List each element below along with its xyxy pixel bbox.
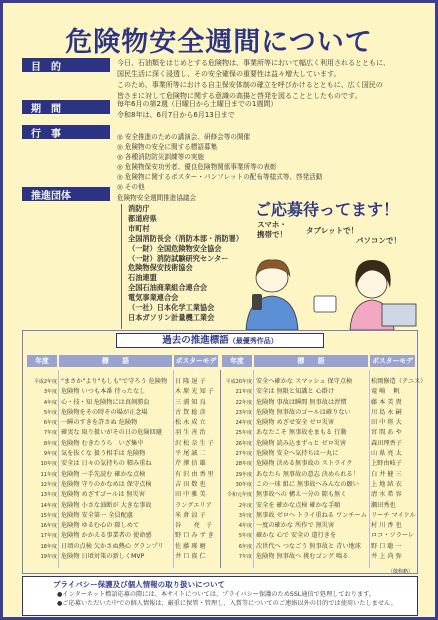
right-model-cell: 上野由岐子 [371, 460, 402, 468]
right-model-cell: 村 川 香 也 [371, 522, 402, 530]
privacy-title: プライバシー保護及び個人情報の取り扱いについて [53, 580, 225, 589]
left-year-cell: 12年度 [40, 481, 57, 488]
period-line-1: 毎年6月の第2週（日曜日から土曜日までの1週間） [117, 100, 278, 108]
left-year-cell: 11年度 [40, 471, 57, 478]
purpose-line-2: 国民生活に深く浸透し、その安全確保の重要性は益々増大しています。 [117, 70, 341, 78]
right-slogan-column [256, 377, 368, 562]
right-year-cell: 28年度 [235, 461, 252, 468]
right-year-cell: 4年度 [238, 523, 252, 530]
right-year-cell: 26年度 [235, 440, 252, 447]
promoter-item: 市町村 [128, 223, 150, 233]
promoter-item: 全国消防長会（消防本部・消防署） [128, 233, 244, 243]
right-model-cell: 川 島 永 嗣 [371, 408, 402, 416]
right-year-cell: 27年度 [235, 451, 252, 458]
left-slogan-cell: 危険物 むきたうら いざ集中 [61, 439, 144, 447]
left-year-cell: 16年度 [40, 523, 57, 530]
right-slogan-cell: 危険物 無事故のゴールは確りない [256, 408, 351, 416]
column-divider [369, 370, 370, 568]
left-model-cell: 野 口 み ず き [175, 532, 214, 540]
left-slogan-cell: 危険物 小さな油断が 大きな事故 [61, 501, 152, 509]
events-list [117, 132, 322, 193]
page-title: 危険物安全週間について [65, 27, 373, 58]
right-slogan-cell: 一度の確かな 所作で 無災害 [256, 522, 335, 530]
left-slogan-cell: 危険物 安全第一 全員配慮 [61, 511, 133, 519]
right-model-cell: リーチ マイケル [371, 511, 416, 519]
left-model-cell: 松 永 成 立 [175, 419, 206, 427]
event-item: ◎ 各種消防防災訓練等の実施 [117, 153, 204, 162]
bubble-tablet: タブレットで！ [306, 226, 359, 235]
period-line-2: 令和8年は、6月7日から6月13日まで [117, 111, 235, 119]
left-slogan-cell: 危険物 一手先読む 確かな点検 [61, 470, 146, 478]
privacy-text [57, 590, 397, 608]
promoter-list [128, 204, 243, 323]
left-model-cell: 谷 亮 子 [175, 522, 213, 530]
right-slogan-cell: 安全へ確かな スマッシュ 保守点検 [256, 378, 353, 385]
left-slogan-cell: 心・技・知 危険物には真剣勝負 [61, 398, 150, 406]
past-slogans-title [116, 333, 324, 348]
laptop-icon [382, 304, 416, 326]
right-model-cell: 瀬田秀也 [371, 501, 396, 509]
promoter-item: （一社）日本化学工業協会 [128, 303, 215, 313]
purpose-line-3: このため、事業所等における自主保安体制の確立を呼びかけるとともに、広く国民の [117, 81, 383, 89]
right-slogan-cell: あなたこそ 無事故をまもる 行動 [256, 429, 347, 437]
people-illustration [232, 246, 422, 330]
purpose-line-4: 皆さまに対して危険物に関する意識の高揚と啓発を図ることとしたものです。 [117, 92, 362, 100]
right-model-cell: 藤 本 美 貴 [371, 398, 402, 406]
left-year-cell: 7年度 [43, 430, 57, 437]
right-year-cell: 2年度 [238, 502, 252, 509]
column-divider [58, 370, 59, 568]
right-slogan-cell: 危険物 めざせ安全 ゼロ災害 [256, 419, 335, 427]
right-slogan-cell: 危険物 読み込まずっと ゼロ災害 [256, 439, 347, 447]
column-divider [253, 370, 254, 568]
left-model-cell: 田 中 雅 美 [175, 491, 206, 499]
promoter-item: 危険物保安技術協会 [128, 263, 193, 273]
right-model-cell: ロコ・ソラーレ [371, 532, 415, 540]
promoter-item: 石油連盟 [128, 273, 157, 283]
call-for-entries-headline: ご応募待ってます！ [255, 200, 400, 219]
right-year-cell: 30年度 [235, 481, 252, 488]
right-model-cell: 井 上 尚 弥 [371, 553, 402, 561]
left-header-year: 年度 [27, 355, 57, 367]
right-slogan-cell: この一球 組に 無事故へみんなの願い [256, 480, 359, 488]
left-slogan-cell: 危険物 かかえる事業者の 使命感 [61, 532, 152, 540]
right-header-slogan: 標 語 [254, 355, 368, 367]
right-model-cell: 森田理香子 [371, 439, 402, 447]
left-model-cell: 佐 藤 琢 磨 [175, 542, 206, 550]
right-model-cell: 野 口 聡 一 [371, 542, 402, 550]
right-model-cell: 清 水 希 容 [371, 491, 402, 499]
left-slogan-cell: 危険物 ゆるむ心の 隙しめて [61, 522, 140, 530]
right-year-cell: 令和元年度 [226, 492, 252, 499]
right-year-column [222, 377, 252, 562]
right-slogan-cell: 無事故への 構え一分の 隙も無く [256, 491, 347, 499]
right-year-cell: 6年度 [238, 543, 252, 550]
promoter-bracket [121, 204, 126, 329]
right-slogan-cell: 安全を 確かな点検 確かな手順 [256, 501, 341, 509]
left-slogan-cell: 一瞬のすきを許さぬ 危険物 [61, 419, 138, 427]
purpose-line-1: 今日、石油類をはじめとする危険物は、事業所等において幅広く利用されるとともに、 [117, 59, 390, 67]
left-slogan-column [61, 377, 172, 562]
right-year-cell: 平成20年度 [225, 379, 252, 385]
left-year-cell: 8年度 [43, 440, 57, 447]
left-year-cell: 6年度 [43, 420, 57, 427]
left-slogan-cell: 気を抜くな 扱う相手は 危険物 [61, 450, 146, 458]
event-item: ◎ 危険物に関するポスター・パンフレットの配布等様式等、啓発活動 [117, 173, 323, 182]
left-slogan-cell: 危険物 いつも本番 待ったなし [61, 388, 146, 396]
left-model-cell: 三 浦 知 良 [175, 398, 206, 406]
left-slogan-cell: 安全は 日々の気持ちの 積み重ね [61, 460, 152, 468]
left-year-cell: 4年度 [43, 399, 57, 406]
right-header-model: ポスターモデル [370, 355, 415, 367]
left-year-column [27, 377, 57, 562]
promoter-item: （一財）全国危険物安全協会 [128, 243, 222, 253]
left-slogan-cell: 日頃の点検 欠かさぬ熱心 グランプリ [61, 542, 164, 550]
promoter-label-text: 推進団体 [31, 190, 71, 202]
period-label-text: 期 間 [31, 103, 61, 115]
promoter-head: 危険物安全週間推進協議会 [117, 194, 197, 202]
left-header-model: ポスターモデル [175, 357, 217, 377]
left-slogan-cell: "まさか"より"もしも"で守ろう 危険物 [61, 378, 168, 385]
right-model-cell: 田 中 将 大 [371, 419, 402, 427]
left-model-cell: 羽 生 善 治 [175, 429, 206, 437]
promoter-item: 電気事業連合会 [128, 293, 179, 303]
left-year-cell: 19年度 [40, 554, 57, 561]
purpose-label-text: 目 的 [31, 61, 61, 73]
left-header-slogan: 標 語 [59, 355, 172, 367]
left-year-cell: 9年度 [43, 451, 57, 458]
right-slogan-cell: 危険物 決める無事故の ストライク [256, 460, 353, 468]
promoter-item: 日本ガソリン計量機工業会 [128, 312, 215, 322]
left-model-cell: ラングエリア [175, 501, 212, 509]
left-model-cell: 平 尾 誠 二 [175, 450, 206, 458]
left-model-cell: 古 賀 稔 彦 [175, 408, 206, 416]
right-model-cell: 松岡修造（テニス） [371, 378, 427, 385]
left-slogan-cell: 危険物をその時その場が正念場 [61, 408, 148, 416]
right-year-cell: 22年度 [235, 399, 252, 406]
left-slogan-cell: 危険物 めざすゴールは 無災害 [61, 491, 145, 499]
events-label-text: 行 事 [31, 128, 61, 140]
event-item: ◎ 危険物の安全に関する標語募集 [117, 143, 218, 152]
purpose-label [22, 58, 110, 72]
table-footnote: （敬称略） [388, 569, 414, 575]
left-model-cell: 井 口 資 仁 [175, 553, 206, 561]
tablet-icon [314, 296, 336, 312]
event-item: ◎ 安全推進のための講演会、研修会等の開催 [117, 133, 251, 141]
left-model-cell: 木 原 光 知 子 [175, 388, 214, 396]
right-header-year: 年度 [222, 355, 252, 367]
promoter-item: （一財）消防試験研究センター [128, 253, 229, 263]
bubble-pc: パソコンで！ [356, 236, 401, 245]
left-model-cell: 沢 松 奈 生 子 [175, 439, 214, 447]
left-year-cell: 14年度 [40, 502, 57, 509]
privacy-line: ●インターネット標語応募の際には、本サイトについては、プライバシー保護のためSSL通信で処理しております。 [57, 591, 375, 598]
events-label [22, 125, 110, 139]
right-slogan-cell: 危険物 安全へ気持ちは一丸に [256, 450, 339, 458]
right-slogan-cell: あなたら 無事故の意志 決められる！ [256, 470, 359, 478]
right-year-cell: 5年度 [238, 533, 252, 540]
left-slogan-cell: 危険物 守りのかなめは 保守点検 [61, 480, 152, 488]
right-model-cell: 山 県 亮 太 [371, 450, 402, 458]
right-year-cell: 21年度 [235, 389, 252, 396]
right-slogan-cell: 確かな 心で 安全の 道行きを [256, 532, 337, 540]
left-model-cell: 芹 澤 信 雄 [175, 460, 206, 468]
left-year-cell: 15年度 [40, 512, 57, 519]
right-year-cell: 23年度 [235, 409, 252, 416]
right-model-cell: 白 井 健 三 [371, 470, 402, 478]
right-year-cell: 7年度 [238, 554, 252, 561]
right-year-cell: 24年度 [235, 420, 252, 427]
promoter-item: 全国石油商業組合連合会 [128, 283, 208, 293]
past-slogans-title-text: 過去の推進標語 [162, 335, 229, 346]
right-year-cell: 25年度 [235, 430, 252, 437]
right-year-cell: 3年度 [238, 512, 252, 519]
right-model-cell: 宮 間 あ や [371, 429, 402, 437]
left-model-cell: 吉 田 数 也 [175, 480, 206, 488]
bubble-smartphone: スマホ・ 携帯で！ [257, 220, 287, 239]
left-model-cell: 有 沢 由 香 里 [175, 470, 214, 478]
promoter-item: 消防庁 [128, 204, 150, 213]
right-year-cell: 29年度 [235, 471, 252, 478]
right-slogan-cell: 危険物 事故は瞬間 無事故は習慣 [256, 398, 347, 406]
left-year-cell: 平成2年度 [33, 379, 57, 385]
left-year-cell: 3年度 [43, 389, 57, 396]
right-model-cell: 上 地 結 衣 [371, 480, 402, 488]
promoter-item: 都道府県 [128, 213, 157, 223]
phone-icon [252, 294, 262, 310]
right-slogan-cell: 無事故 ゼロへ トライ重ねる ワンチーム [256, 511, 367, 519]
left-slogan-cell: 確実な 取り扱いがその日の危険回避 [61, 429, 162, 437]
left-year-cell: 10年度 [40, 461, 57, 468]
left-year-cell: 18年度 [40, 543, 57, 550]
event-item: ◎ 危険物保安功労者、優良危険物関係事業所等の表彰 [117, 163, 277, 172]
right-slogan-cell: 安全は 無限と知識と 心掛け [256, 388, 335, 396]
left-year-cell: 13年度 [40, 492, 57, 499]
left-model-cell: 米 倉 涼 子 [175, 511, 206, 519]
past-slogans-title-note: （最優秀作品） [228, 337, 278, 345]
privacy-line: ●ご応募いただいた中での個人情報は、厳重に保管・管理し、入賞等についてのご連絡以外の目的では使用いたしません。 [57, 600, 397, 607]
left-year-cell: 5年度 [43, 409, 57, 416]
right-model-column [371, 377, 427, 562]
right-model-cell: 竜 崎 帆 [371, 388, 400, 396]
left-model-column [175, 377, 218, 562]
left-model-cell: 日 隆 退 子 [175, 378, 206, 385]
column-divider [173, 370, 174, 568]
right-slogan-cell: 次世代へ つなごう 無事故と 青い地球 [256, 542, 361, 550]
right-slogan-cell: 危険物 無事故へ 挑むゴング 鳴る [256, 553, 349, 561]
event-item: ◎ その他 [117, 183, 145, 192]
column-divider [220, 370, 221, 568]
promoter-label [22, 187, 110, 201]
left-year-cell: 17年度 [40, 533, 57, 540]
period-label [22, 100, 110, 114]
left-slogan-cell: 危険物 日頃対策の新しくMVP [61, 553, 145, 561]
